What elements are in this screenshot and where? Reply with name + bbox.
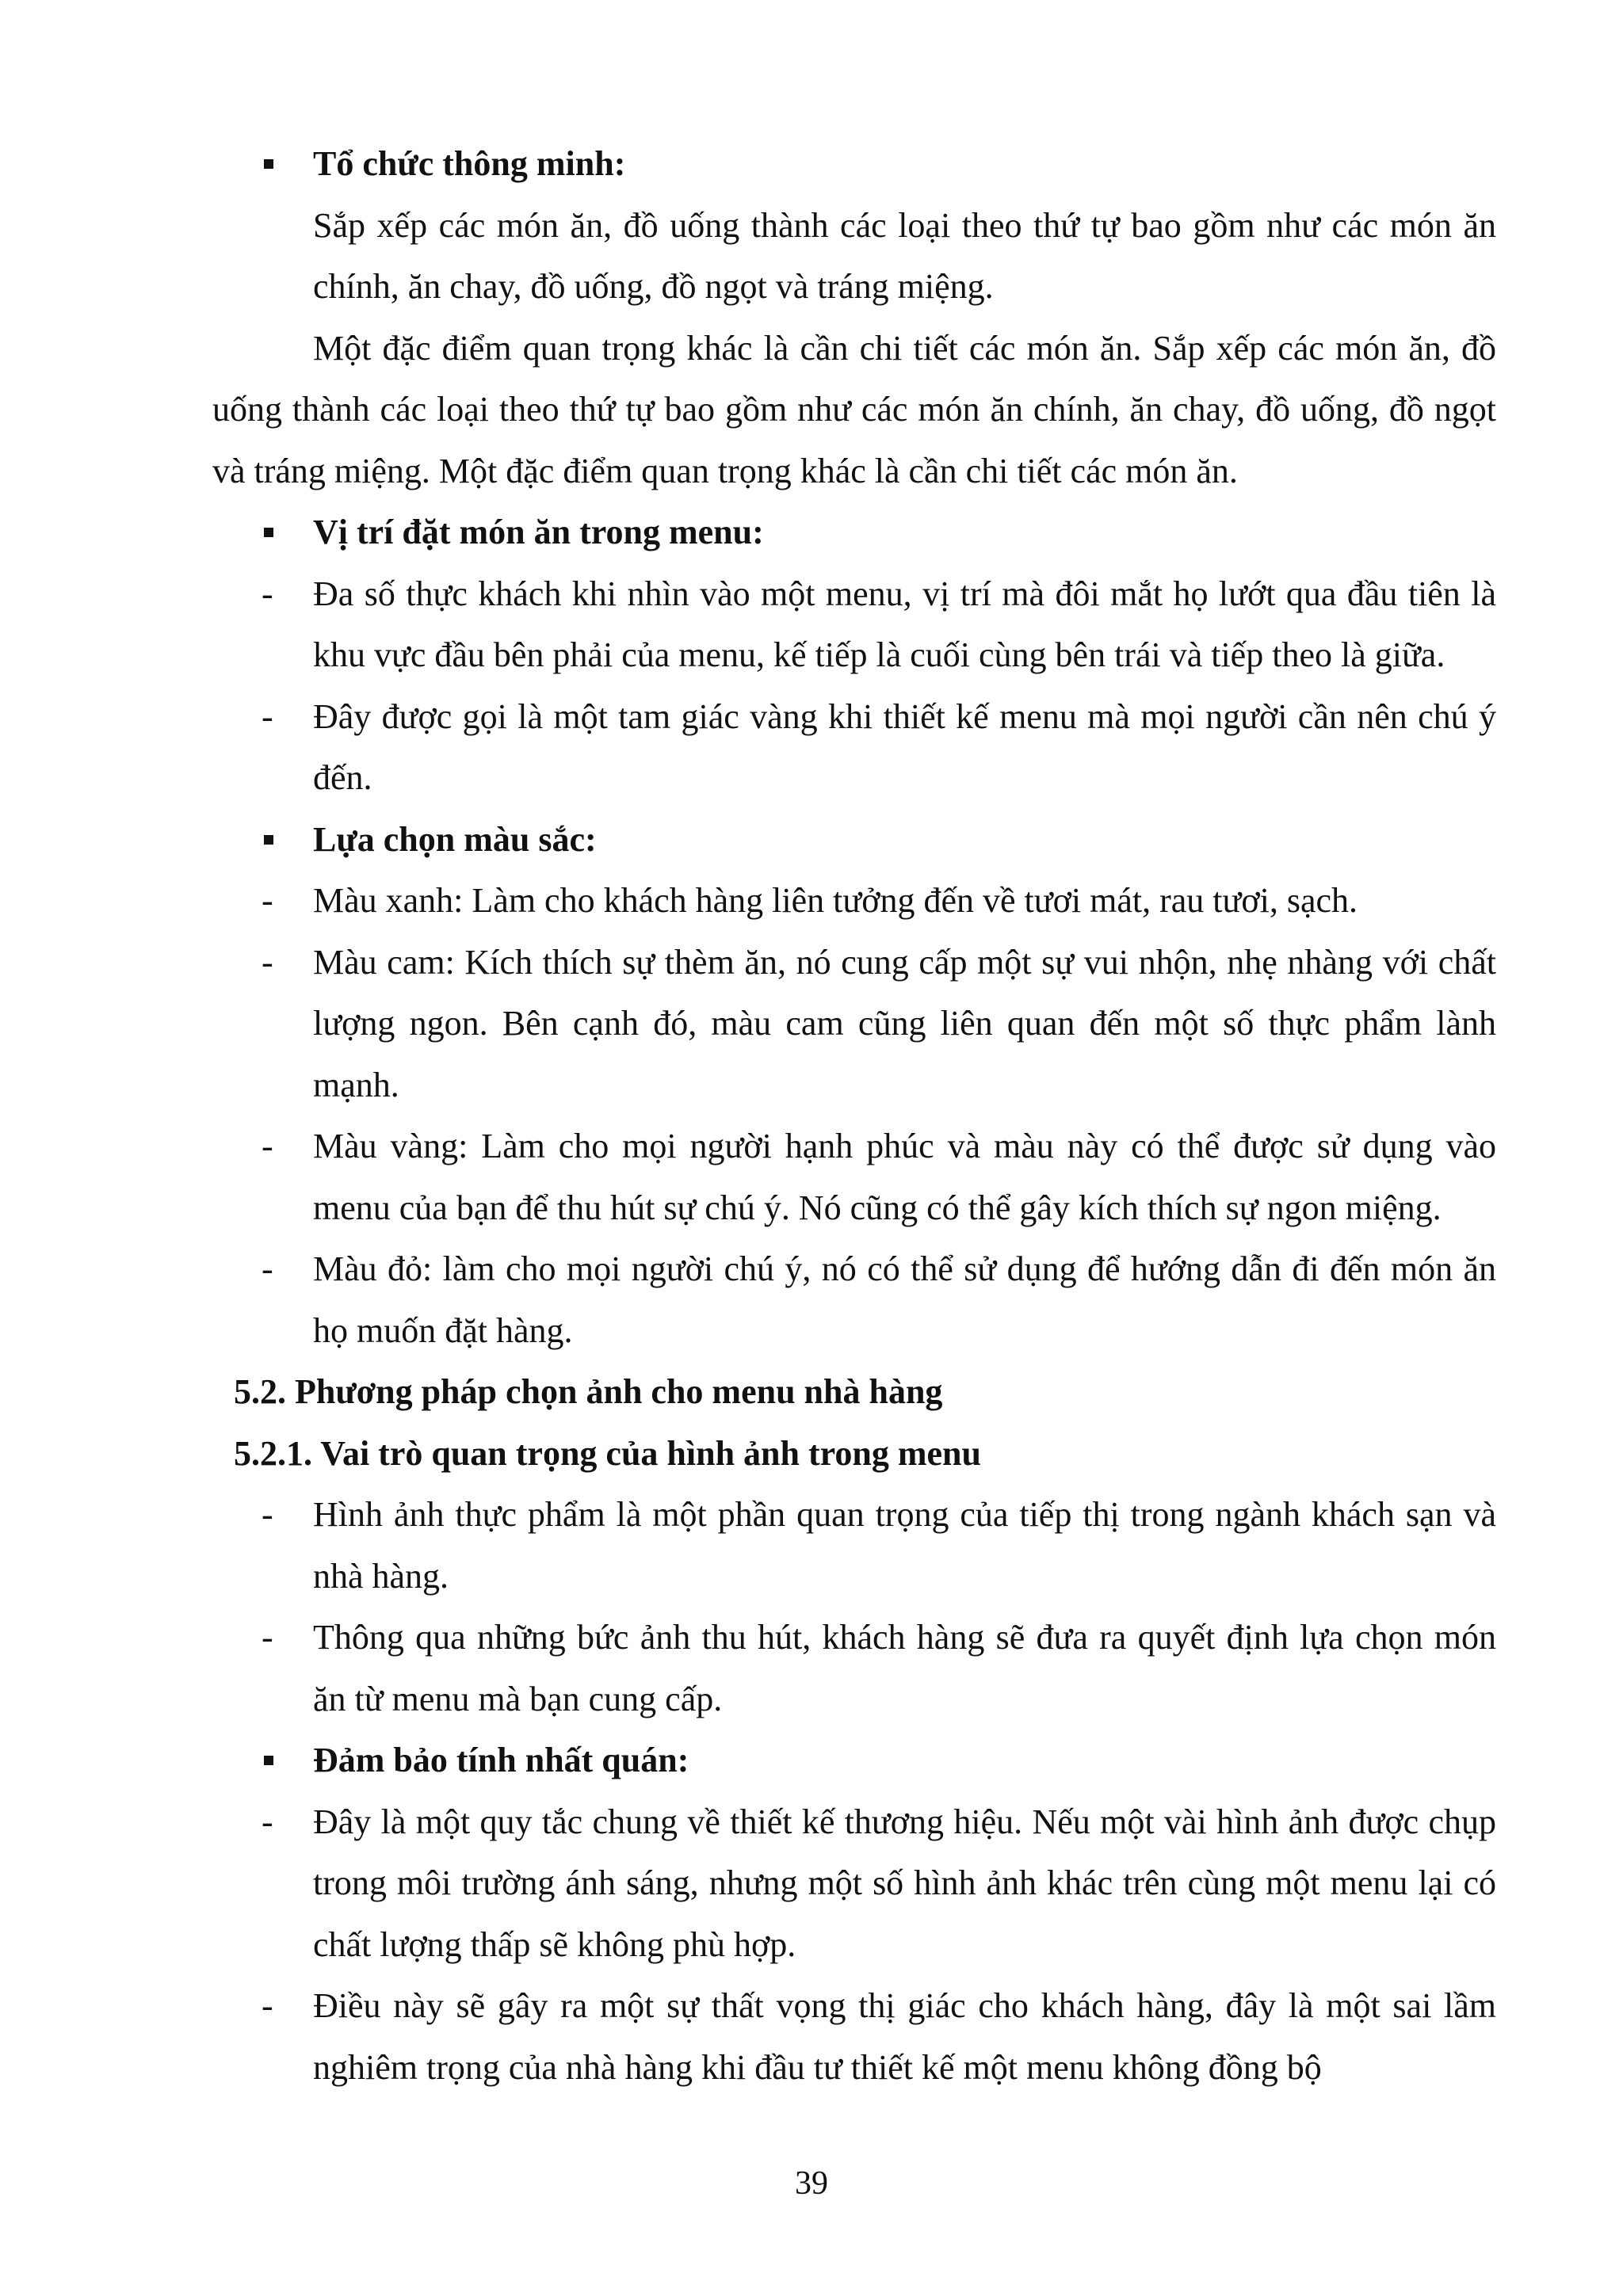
page-number: 39: [795, 2165, 828, 2202]
section-bullet-color-choice: [212, 809, 1496, 871]
dash-marker: -: [262, 1986, 273, 2025]
list-item-text: Màu đỏ: làm cho mọi người chú ý, nó có thể sử dụng để hướng dẫn đi đến món ăn họ muốn đặt hàng.: [313, 1249, 1496, 1350]
paragraph: [212, 318, 1496, 502]
list-item-text: Màu cam: Kích thích sự thèm ăn, nó cung cấp một sự vui nhộn, nhẹ nhàng với chất lượng ngon. Bên cạnh đó, màu cam cũng liên quan đến một số thực phẩm lành mạnh.: [313, 942, 1496, 1104]
list-item-text: Đa số thực khách khi nhìn vào một menu, vị trí mà đôi mắt họ lướt qua đầu tiên là khu vực đầu bên phải của menu, kế tiếp là cuối cùng bên trái và tiếp theo là giữa.: [313, 574, 1496, 674]
list-item-text: Đây là một quy tắc chung về thiết kế thương hiệu. Nếu một vài hình ảnh được chụp trong môi trường ánh sáng, nhưng một số hình ảnh khác trên cùng một menu lại có chất lượng thấp sẽ không phù hợp.: [313, 1802, 1496, 1964]
bullet-heading-text: Tổ chức thông minh:: [313, 144, 626, 183]
dash-marker: -: [262, 942, 273, 982]
square-bullet-icon: [264, 835, 273, 845]
section-heading-5-2-1: [212, 1423, 1496, 1485]
square-bullet-icon: [264, 1756, 273, 1765]
list-item-text: Màu vàng: Làm cho mọi người hạnh phúc và màu này có thể được sử dụng vào menu của bạn để thu hút sự chú ý. Nó cũng có thể gây kích thích sự ngon miệng.: [313, 1127, 1496, 1227]
square-bullet-icon: [264, 528, 273, 537]
list-item-text: Màu xanh: Làm cho khách hàng liên tưởng đến về tươi mát, rau tươi, sạch.: [313, 881, 1358, 920]
dash-marker: -: [262, 696, 273, 736]
bullet-heading-text: Lựa chọn màu sắc:: [313, 819, 597, 859]
paragraph-text: Một đặc điểm quan trọng khác là cần chi tiết các món ăn. Sắp xếp các món ăn, đồ uống thành các loại theo thứ tự bao gồm như các món ăn chính, ăn chay, đồ uống, đồ ngọt và tráng miệng. Một đặc điểm quan trọng khác là cần chi tiết các món ăn.: [212, 328, 1496, 490]
dash-list-item: [212, 932, 1496, 1116]
section-bullet-smart-organization: [212, 133, 1496, 195]
section-bullet-consistency: [212, 1730, 1496, 1791]
dash-marker: -: [262, 1127, 273, 1165]
dash-list-item: [212, 686, 1496, 809]
paragraph-text: Sắp xếp các món ăn, đồ uống thành các loại theo thứ tự bao gồm như các món ăn chính, ăn chay, đồ uống, đồ ngọt và tráng miệng.: [313, 205, 1496, 306]
paragraph: [212, 195, 1496, 318]
dash-list-item: [212, 870, 1496, 932]
heading-text: 5.2. Phương pháp chọn ảnh cho menu nhà hàng: [234, 1372, 943, 1411]
dash-marker: -: [262, 574, 273, 613]
dash-list-item: [212, 1484, 1496, 1607]
dash-list-item: [212, 1791, 1496, 1976]
list-item-text: Đây được gọi là một tam giác vàng khi thiết kế menu mà mọi người cần nên chú ý đến.: [313, 696, 1496, 797]
section-bullet-dish-position: [212, 502, 1496, 563]
dash-list-item: [212, 563, 1496, 686]
dash-marker: -: [262, 1249, 273, 1288]
dash-list-item: [212, 1116, 1496, 1238]
dash-marker: -: [262, 1802, 273, 1841]
dash-marker: -: [262, 1618, 273, 1657]
list-item-text: Hình ảnh thực phẩm là một phần quan trọng của tiếp thị trong ngành khách sạn và nhà hàng.: [313, 1495, 1496, 1596]
dash-marker: -: [262, 1495, 273, 1534]
dash-marker: -: [262, 881, 273, 920]
dash-list-item: [212, 1607, 1496, 1730]
dash-list-item: [212, 1975, 1496, 2098]
list-item-text: Thông qua những bức ảnh thu hút, khách hàng sẽ đưa ra quyết định lựa chọn món ăn từ menu mà bạn cung cấp.: [313, 1618, 1496, 1718]
heading-text: 5.2.1. Vai trò quan trọng của hình ảnh trong menu: [234, 1433, 981, 1473]
page-content: [212, 133, 1496, 2098]
section-heading-5-2: [212, 1361, 1496, 1423]
bullet-heading-text: Đảm bảo tính nhất quán:: [313, 1741, 689, 1779]
dash-list-item: [212, 1238, 1496, 1361]
list-item-text: Điều này sẽ gây ra một sự thất vọng thị giác cho khách hàng, đây là một sai lầm nghiêm trọng của nhà hàng khi đầu tư thiết kế một menu không đồng bộ: [313, 1986, 1496, 2087]
bullet-heading-text: Vị trí đặt món ăn trong menu:: [313, 513, 764, 551]
square-bullet-icon: [264, 159, 273, 169]
